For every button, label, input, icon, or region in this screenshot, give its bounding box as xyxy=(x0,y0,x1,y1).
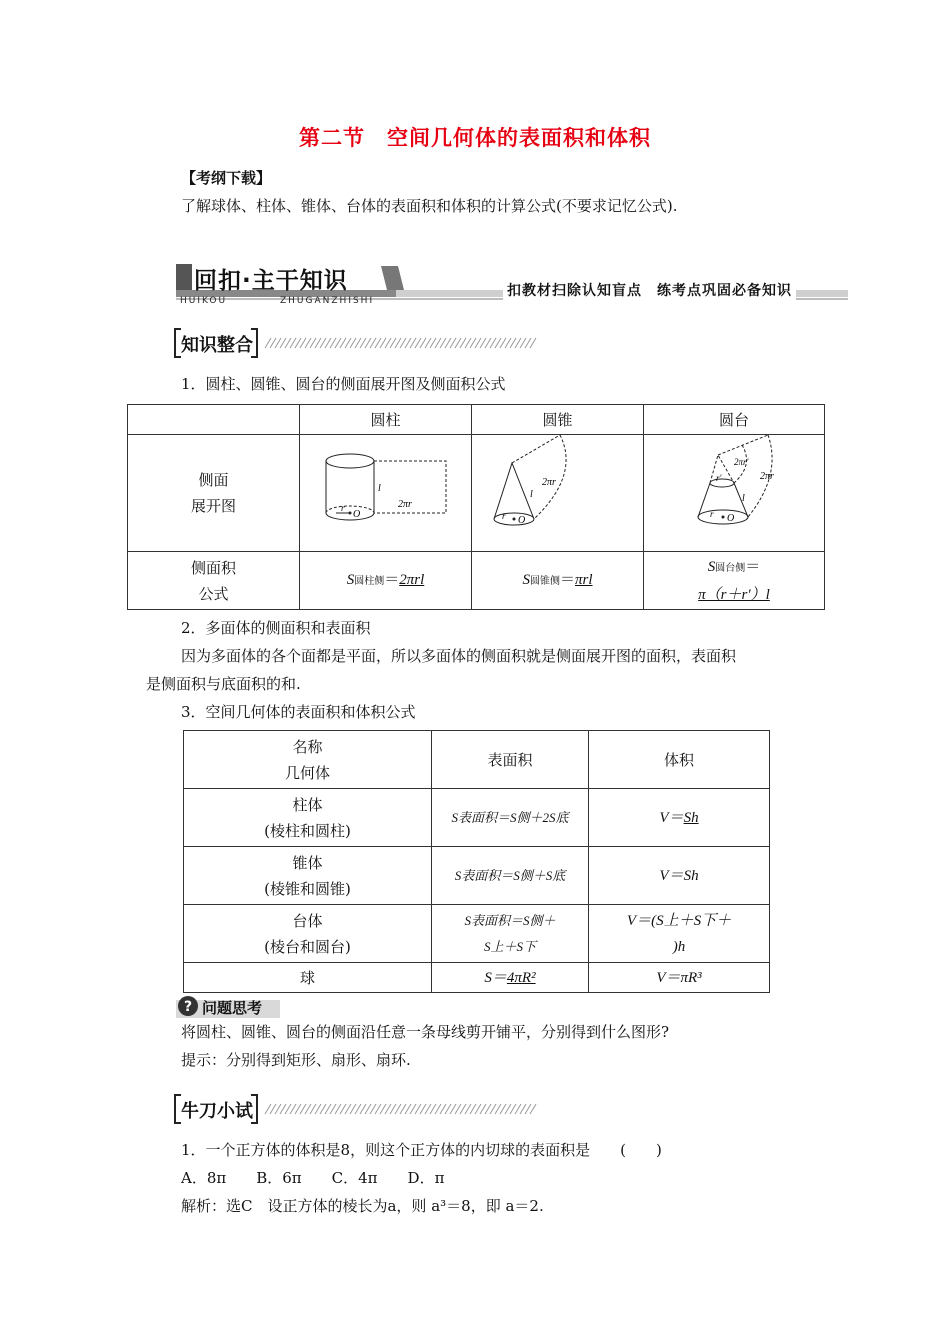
band-right-text: 扣教材扫除认知盲点 练考点巩固必备知识 xyxy=(503,280,796,300)
row-label-formula-line1: 侧面积 xyxy=(190,558,236,577)
cone-label-r: r xyxy=(502,511,506,521)
header-name-top: 名称 xyxy=(292,737,323,756)
section3-heading: 3．空间几何体的表面积和体积公式 xyxy=(181,703,416,721)
row-sphere-area-prefix: S＝ xyxy=(484,969,507,986)
frustum-net-diagram xyxy=(644,435,825,543)
frustum-label-r: r xyxy=(710,509,714,519)
cyl-label-r: r xyxy=(341,503,345,513)
row-prism-volume xyxy=(589,789,770,847)
frustum-label-r-prime: r′ xyxy=(716,473,722,483)
frustum-label-2pir-prime: 2πr′ xyxy=(734,457,749,467)
table1-corner xyxy=(128,405,300,435)
cone-net-diagram xyxy=(472,435,644,543)
col-header-frustum: 圆台 xyxy=(644,405,825,435)
band-pinyin-left: HUIKOU xyxy=(180,296,228,306)
frustum-label-O: O xyxy=(727,513,735,524)
row-pyramid-volume xyxy=(589,847,770,905)
row-pyramid-area: S表面积＝S侧＋S底 xyxy=(432,847,589,905)
row-name-pyramid xyxy=(184,847,432,905)
row-name-prism xyxy=(184,789,432,847)
page-title: 第二节 空间几何体的表面积和体积 xyxy=(299,126,651,150)
formula-cone-answer: πrl xyxy=(574,572,593,588)
row-frustum-volume-line1: V＝(S上＋S下＋ xyxy=(626,912,732,929)
cone-label-O: O xyxy=(518,515,526,526)
table-row xyxy=(184,905,770,963)
col-header-cone: 圆锥 xyxy=(472,405,644,435)
row-frustum-area-line1: S表面积＝S侧＋ xyxy=(464,912,556,928)
table2-header-area: 表面积 xyxy=(432,731,589,789)
think-label xyxy=(176,994,282,1020)
row-prism-name1: 柱体 xyxy=(292,795,323,814)
row-sphere-area xyxy=(432,963,589,993)
knowledge-label-text: 知识整合 xyxy=(181,335,253,356)
outline-heading: 【考纲下载】 xyxy=(181,169,272,187)
row-label-net-line1: 侧面 xyxy=(198,471,229,489)
row-prism-volume-prefix: V＝ xyxy=(659,809,684,826)
formula-cylinder-sub: 圆柱侧 xyxy=(354,576,385,587)
band-pinyin-right: ZHUGANZHISHI xyxy=(280,296,375,306)
formula-cylinder-eq: ＝ xyxy=(384,570,400,588)
table2-header-volume: 体积 xyxy=(589,731,770,789)
formula-cone-sub: 圆锥侧 xyxy=(529,576,560,587)
row-label-net xyxy=(128,435,300,552)
row-pyramid-name2: (棱锥和圆锥) xyxy=(264,879,351,898)
formula-cylinder-S: S xyxy=(346,572,355,588)
section2-line1: 因为多面体的各个面都是平面，所以多面体的侧面积就是侧面展开图的面积，表面积 xyxy=(181,647,737,665)
row-label-formula-line2: 公式 xyxy=(198,584,229,603)
section2-line2: 是侧面积与底面积的和. xyxy=(146,675,301,693)
formula-cylinder-answer: 2πrl xyxy=(399,572,425,588)
think-question: 将圆柱、圆锥、圆台的侧面沿任意一条母线剪开铺平，分别得到什么图形? xyxy=(181,1023,670,1041)
row-sphere-area-answer: 4πR² xyxy=(506,969,536,986)
frustum-label-2pir: 2πr xyxy=(760,471,774,482)
formula-cone-S: S xyxy=(522,572,530,588)
cyl-label-2pir: 2πr xyxy=(398,499,412,510)
row-frustum-name2: (棱台和圆台) xyxy=(264,937,351,956)
formula-cylinder xyxy=(300,552,472,610)
cylinder-net-cell xyxy=(300,435,472,552)
practice-label-text: 牛刀小试 xyxy=(181,1101,253,1122)
header-name-bottom: 几何体 xyxy=(284,763,330,782)
row-frustum-area xyxy=(432,905,589,963)
practice-section-label xyxy=(173,1092,543,1126)
cyl-label-l: l xyxy=(378,483,381,494)
formula-frustum-eq: ＝ xyxy=(745,557,761,575)
formula-frustum-sub: 圆台侧 xyxy=(715,563,746,574)
row-frustum-volume xyxy=(589,905,770,963)
table2-header-name xyxy=(184,731,432,789)
outline-text: 了解球体、柱体、锥体、台体的表面积和体积的计算公式(不要求记忆公式). xyxy=(181,197,678,215)
surface-volume-table xyxy=(183,730,770,993)
row-name-frustum xyxy=(184,905,432,963)
row-label-formula xyxy=(128,552,300,610)
section1-heading: 1．圆柱、圆锥、圆台的侧面展开图及侧面积公式 xyxy=(181,375,506,393)
formula-frustum-S: S xyxy=(707,559,716,575)
row-frustum-name1: 台体 xyxy=(292,911,323,930)
row-sphere-volume: V＝πR³ xyxy=(589,963,770,993)
practice-q1: 1．一个正方体的体积是8，则这个正方体的内切球的表面积是 ( ) xyxy=(181,1141,662,1159)
row-frustum-area-line2: S上＋S下 xyxy=(483,938,536,954)
cone-label-l: l xyxy=(530,489,533,500)
row-prism-name2: (棱柱和圆柱) xyxy=(264,821,351,840)
table-row xyxy=(184,847,770,905)
practice-options: A．8π B．6π C．4π D．π xyxy=(181,1169,445,1187)
frustum-net-cell xyxy=(644,435,825,552)
table-row xyxy=(184,963,770,993)
formula-frustum xyxy=(644,552,825,610)
formula-frustum-answer: π（r＋r′）l xyxy=(698,587,770,603)
row-pyramid-volume-answer: Sh xyxy=(683,867,699,884)
row-prism-area: S表面积＝S侧＋2S底 xyxy=(432,789,589,847)
row-name-sphere: 球 xyxy=(184,963,432,993)
think-answer: 提示：分别得到矩形、扇形、扇环. xyxy=(181,1051,411,1069)
cone-net-cell xyxy=(472,435,644,552)
practice-solution: 解析：选C 设正方体的棱长为a，则 a³＝8，即 a＝2. xyxy=(181,1197,544,1215)
row-frustum-volume-line2: )h xyxy=(672,938,686,955)
cone-label-2pir: 2πr xyxy=(542,477,556,488)
question-mark-icon: ? xyxy=(184,999,193,1015)
formula-cone xyxy=(472,552,644,610)
col-header-cylinder: 圆柱 xyxy=(300,405,472,435)
think-label-text: 问题思考 xyxy=(202,999,263,1017)
knowledge-section-label xyxy=(173,326,543,360)
row-pyramid-name1: 锥体 xyxy=(292,853,323,872)
row-prism-volume-answer: Sh xyxy=(683,809,699,826)
frustum-label-l: l xyxy=(742,493,745,504)
cylinder-net-diagram xyxy=(300,435,472,543)
row-pyramid-volume-prefix: V＝ xyxy=(659,867,684,884)
cyl-label-O: O xyxy=(353,509,361,520)
table-row xyxy=(184,789,770,847)
section2-heading: 2．多面体的侧面积和表面积 xyxy=(181,619,371,637)
section-band xyxy=(176,262,848,308)
row-label-net-line2: 展开图 xyxy=(190,497,236,515)
formula-cone-eq: ＝ xyxy=(559,570,575,588)
band-title: 回扣·主干知识 xyxy=(194,268,348,294)
lateral-area-table xyxy=(127,404,825,610)
